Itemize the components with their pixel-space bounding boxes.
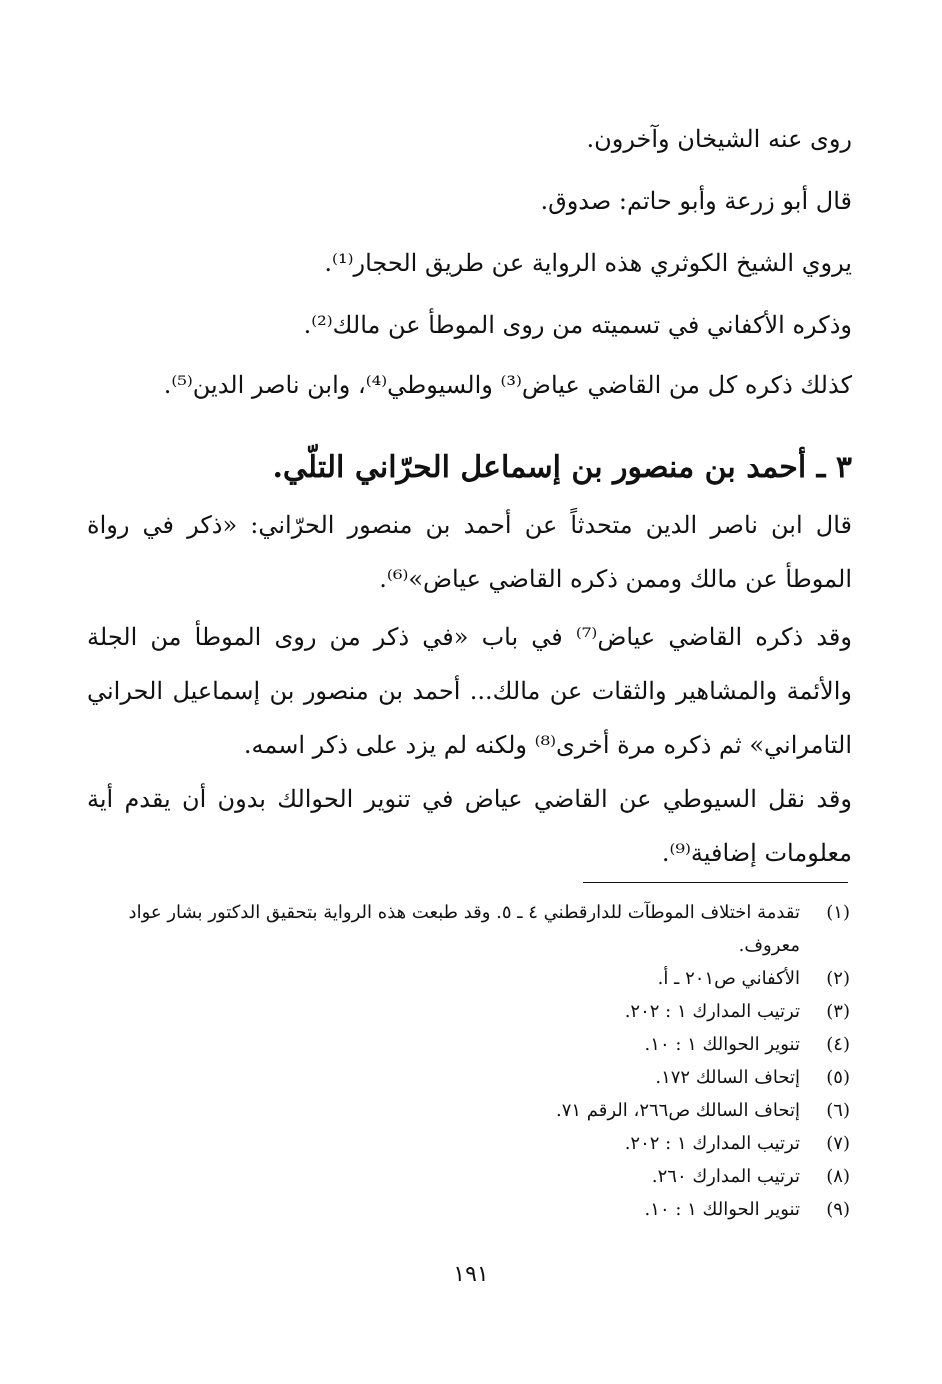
footnote xyxy=(90,995,850,1028)
footnote-number: (٣) xyxy=(826,1001,850,1022)
footnote-text: تنوير الحوالك ١ : ١٠. xyxy=(644,1199,800,1220)
paragraph-1: قال ابن ناصر الدين متحدثاً عن أحمد بن منصور الحرّاني: «ذكر في رواة الموطأ عن مالك وممن ذكره القاضي عياض»⁽⁶⁾. xyxy=(87,511,852,593)
footnote-text: تقدمة اختلاف الموطآت للدارقطني ٤ ـ ٥. وقد طبعت هذه الرواية بتحقيق الدكتور بشار عواد معروف. xyxy=(128,902,800,956)
footnote xyxy=(90,1160,850,1193)
footnote-number: (٢) xyxy=(826,968,850,989)
footnote xyxy=(90,1094,850,1127)
footnote-text: إتحاف السالك ص٢٦٦، الرقم ٧١. xyxy=(555,1100,800,1121)
footnote xyxy=(90,1061,850,1094)
footnote-text: ترتيب المدارك ٢٦٠. xyxy=(651,1166,800,1187)
footnote xyxy=(90,962,850,995)
footnote xyxy=(90,1028,850,1061)
body-line-3: يروي الشيخ الكوثري هذه الرواية عن طريق الحجار⁽¹⁾. xyxy=(324,249,852,277)
page-number: ١٩١ xyxy=(453,1262,489,1287)
footnote-text: تنوير الحوالك ١ : ١٠. xyxy=(644,1034,800,1055)
footnote xyxy=(90,1127,850,1160)
footnotes xyxy=(90,896,850,1226)
body-line-5: كذلك ذكره كل من القاضي عياض⁽³⁾ والسيوطي⁽⁴⁾، وابن ناصر الدين⁽⁵⁾. xyxy=(163,371,852,399)
footnote-separator xyxy=(583,882,848,883)
footnote-number: (٩) xyxy=(826,1199,850,1220)
footnote-number: (١) xyxy=(826,902,850,923)
footnote-text: إتحاف السالك ١٧٢. xyxy=(655,1067,800,1088)
footnote-text: ترتيب المدارك ١ : ٢٠٢. xyxy=(624,1133,800,1154)
footnote-number: (٦) xyxy=(826,1100,850,1121)
footnote-number: (٥) xyxy=(826,1067,850,1088)
footnote-text: ترتيب المدارك ١ : ٢٠٢. xyxy=(624,1001,800,1022)
section-heading: ٣ ـ أحمد بن منصور بن إسماعل الحرّاني التلّي. xyxy=(272,450,852,485)
body-line-1: روى عنه الشيخان وآخرون. xyxy=(586,125,852,153)
footnote-number: (٨) xyxy=(826,1166,850,1187)
footnote-number: (٧) xyxy=(826,1133,850,1154)
footnote xyxy=(90,1193,850,1226)
body-line-2: قال أبو زرعة وأبو حاتم: صدوق. xyxy=(540,187,852,215)
paragraph-3: وقد نقل السيوطي عن القاضي عياض في تنوير الحوالك بدون أن يقدم أية معلومات إضافية⁽⁹⁾. xyxy=(87,785,852,867)
footnote xyxy=(90,896,850,962)
body-line-4: وذكره الأكفاني في تسميته من روى الموطأ عن مالك⁽²⁾. xyxy=(303,311,852,339)
paragraph-2: وقد ذكره القاضي عياض⁽⁷⁾ في باب «في ذكر من روى الموطأ من الجلة والأئمة والمشاهير والثقات عن مالك... أحمد بن منصور بن إسماعيل الحراني التامراني» ثم ذكره مرة أخرى⁽⁸⁾ ولكنه لم يزد على ذكر اسمه. xyxy=(87,623,852,759)
footnote-number: (٤) xyxy=(826,1034,850,1055)
footnote-text: الأكفاني ص٢٠١ ـ أ. xyxy=(657,968,800,989)
